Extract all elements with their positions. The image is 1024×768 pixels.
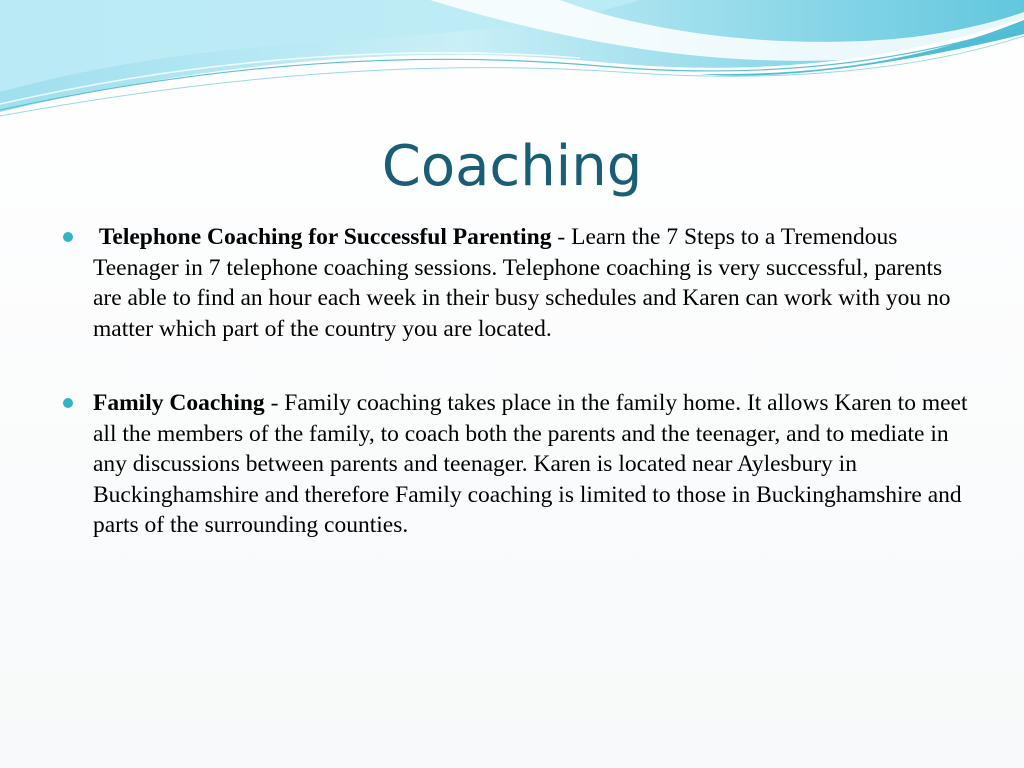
slide-title: Coaching bbox=[381, 134, 643, 199]
bullet-heading: Telephone Coaching for Successful Parenting bbox=[98, 224, 552, 250]
bullet-item-family-coaching bbox=[60, 388, 972, 541]
bullet-dot-icon bbox=[63, 398, 73, 408]
bullet-heading: Family Coaching bbox=[93, 390, 265, 416]
bullet-separator: - bbox=[551, 224, 572, 250]
bullet-text: Learn the 7 Steps to a Tremendous Teenager in 7 telephone coaching sessions. Telephone coaching is very successful, parents are able to find an hour each week in their busy schedules and Karen can work with you no matter which part of the country you are located. bbox=[93, 224, 951, 342]
bullet-separator: - bbox=[264, 390, 285, 416]
bullet-list bbox=[60, 222, 972, 585]
bullet-text: Family coaching takes place in the family home. It allows Karen to meet all the members of the family, to coach both the parents and the teenager, and to mediate in any discussions between parents and teenager. Karen is located near Aylesbury in Buckinghamshire and therefore Family coaching is limited to those in Buckinghamshire and parts of the surrounding counties. bbox=[93, 390, 968, 538]
bullet-dot-icon bbox=[63, 232, 73, 242]
bullet-item-telephone-coaching bbox=[60, 222, 972, 344]
wave-decoration bbox=[0, 0, 1024, 130]
